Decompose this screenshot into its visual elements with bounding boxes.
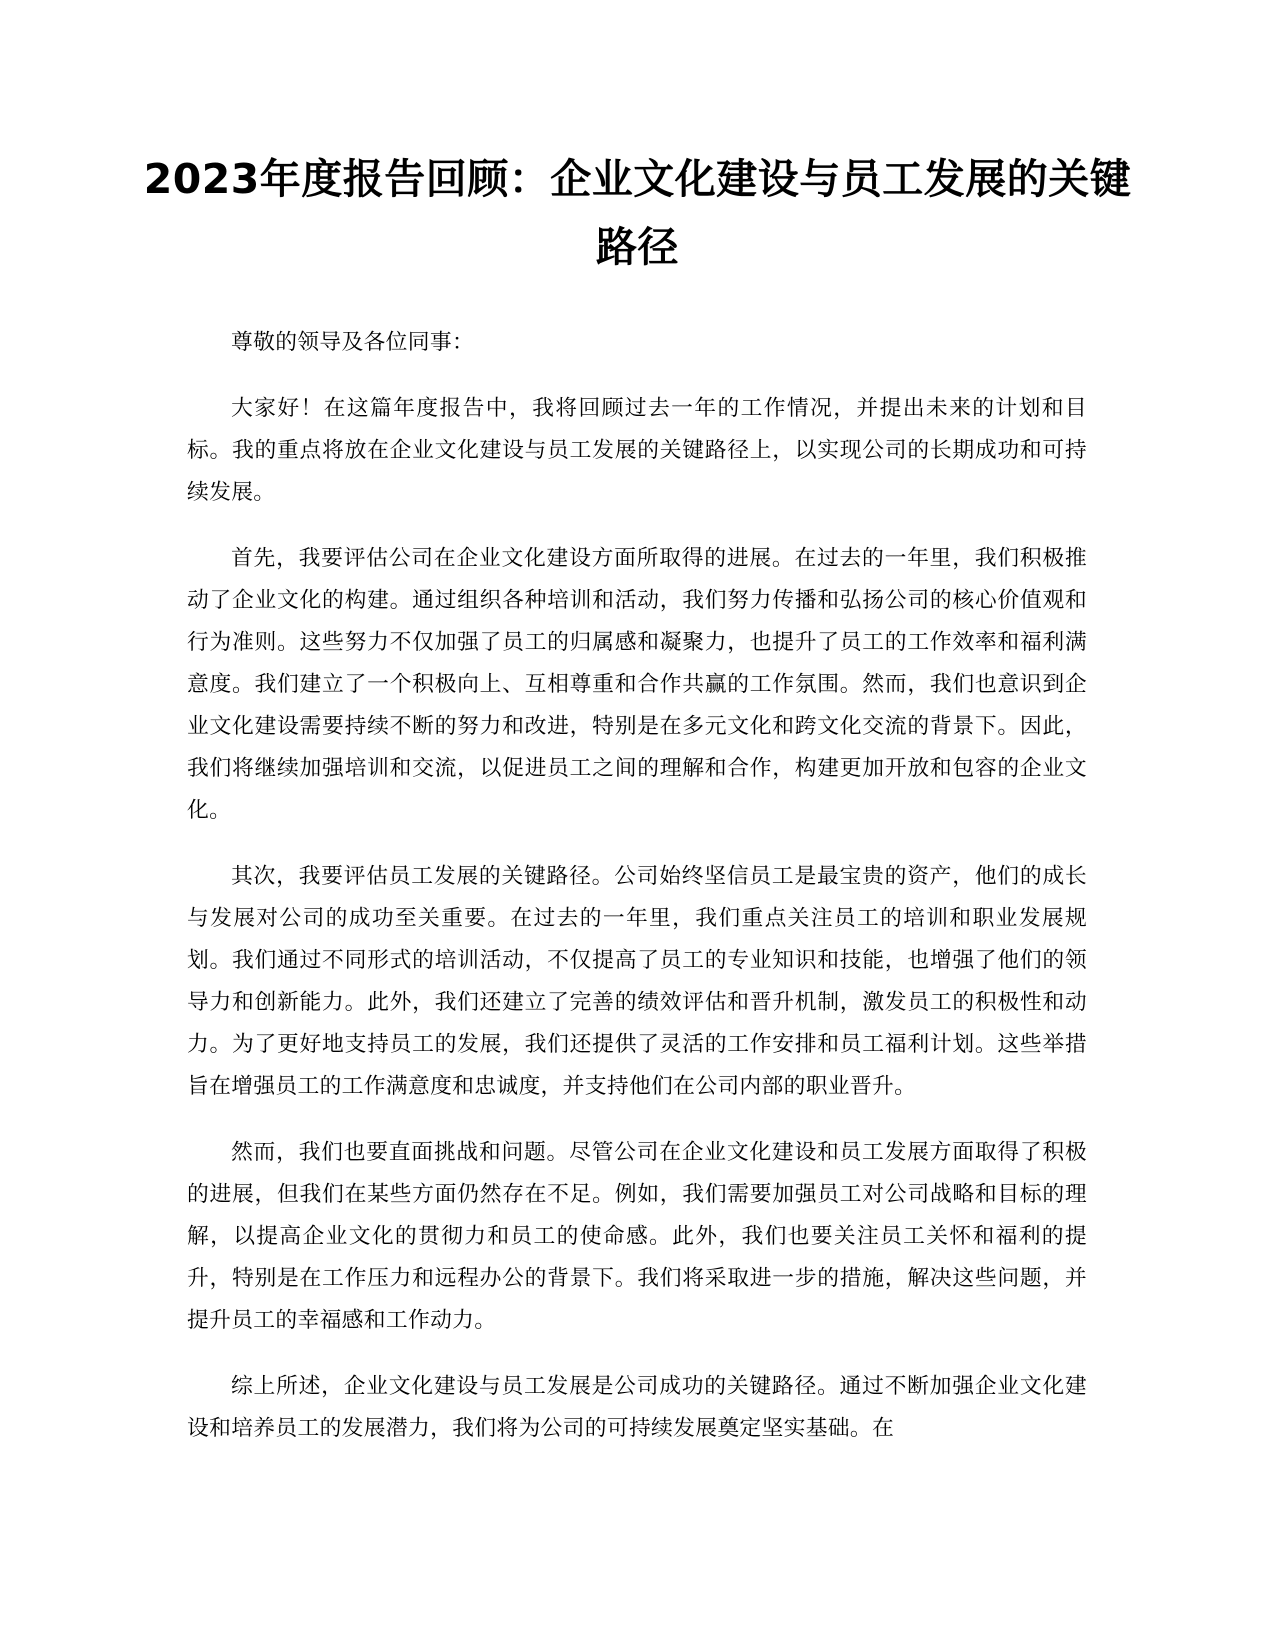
- employee-development-paragraph: 其次，我要评估员工发展的关键路径。公司始终坚信员工是最宝贵的资产，他们的成长与发展对公司的成功至关重要。在过去的一年里，我们重点关注员工的培训和职业发展规划。我们通过不同形式的培训活动，不仅提高了员工的专业知识和技能，也增强了他们的领导力和创新能力。此外，我们还建立了完善的绩效评估和晋升机制，激发员工的积极性和动力。为了更好地支持员工的发展，我们还提供了灵活的工作安排和员工福利计划。这些举措旨在增强员工的工作满意度和忠诚度，并支持他们在公司内部的职业晋升。: [187, 864, 1087, 1099]
- intro-paragraph: 大家好！在这篇年度报告中，我将回顾过去一年的工作情况，并提出未来的计划和目标。我的重点将放在企业文化建设与员工发展的关键路径上，以实现公司的长期成功和可持续发展。: [187, 396, 1087, 505]
- document-title: 2023年度报告回顾：企业文化建设与员工发展的关键路径: [143, 155, 1132, 271]
- document-body: [187, 322, 1087, 1474]
- greeting-paragraph: 尊敬的领导及各位同事：: [231, 330, 475, 355]
- culture-paragraph: 首先，我要评估公司在企业文化建设方面所取得的进展。在过去的一年里，我们积极推动了企业文化的构建。通过组织各种培训和活动，我们努力传播和弘扬公司的核心价值观和行为准则。这些努力不仅加强了员工的归属感和凝聚力，也提升了员工的工作效率和福利满意度。我们建立了一个积极向上、互相尊重和合作共赢的工作氛围。然而，我们也意识到企业文化建设需要持续不断的努力和改进，特别是在多元文化和跨文化交流的背景下。因此，我们将继续加强培训和交流，以促进员工之间的理解和合作，构建更加开放和包容的企业文化。: [187, 546, 1087, 823]
- summary-paragraph: 综上所述，企业文化建设与员工发展是公司成功的关键路径。通过不断加强企业文化建设和培养员工的发展潜力，我们将为公司的可持续发展奠定坚实基础。在: [187, 1374, 1087, 1441]
- challenges-paragraph: 然而，我们也要直面挑战和问题。尽管公司在企业文化建设和员工发展方面取得了积极的进展，但我们在某些方面仍然存在不足。例如，我们需要加强员工对公司战略和目标的理解，以提高企业文化的贯彻力和员工的使命感。此外，我们也要关注员工关怀和福利的提升，特别是在工作压力和远程办公的背景下。我们将采取进一步的措施，解决这些问题，并提升员工的幸福感和工作动力。: [187, 1140, 1087, 1333]
